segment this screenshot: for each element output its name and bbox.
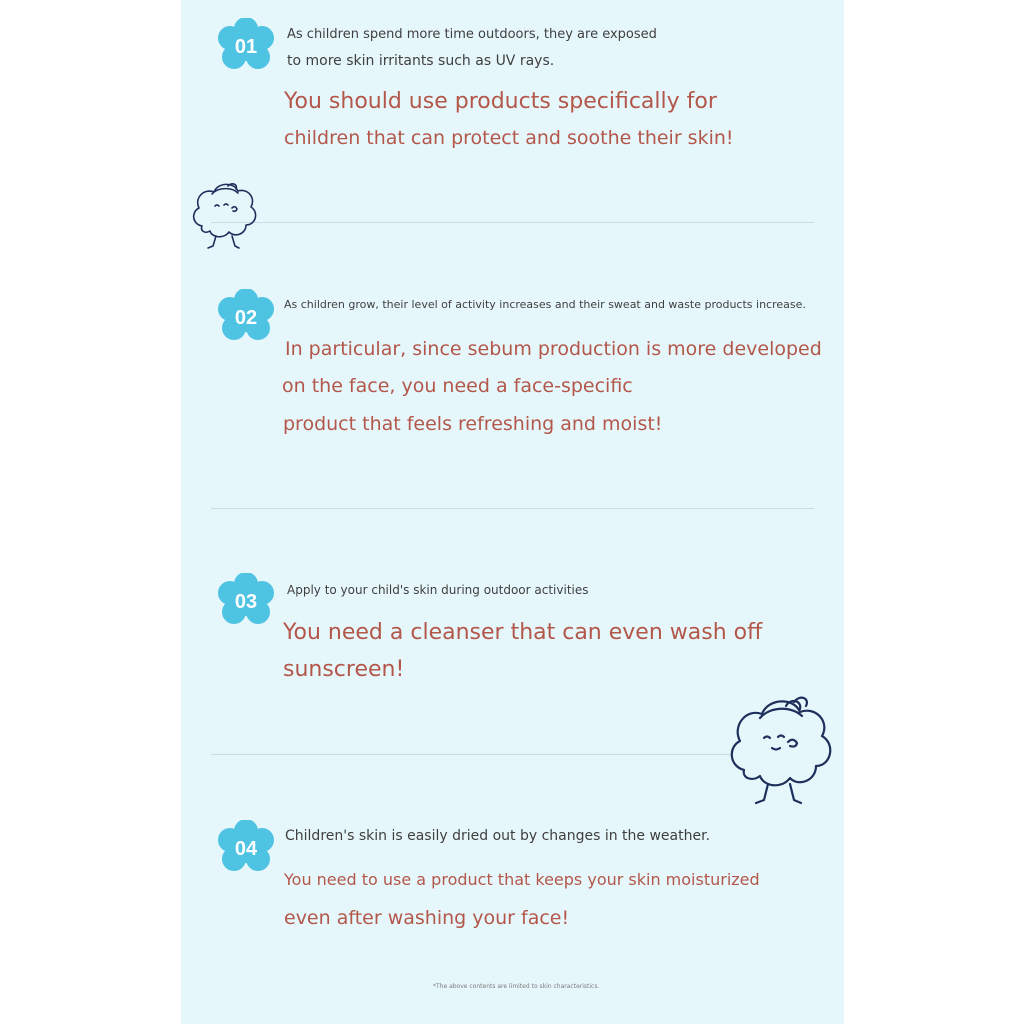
- flower-badge-icon: [218, 289, 274, 345]
- section-1-intro-line-1: As children spend more time outdoors, they are exposed: [287, 27, 657, 42]
- section-1-main-line-2: children that can protect and soothe their skin!: [284, 127, 734, 149]
- section-4-main-line-1: You need to use a product that keeps your skin moisturized: [284, 870, 760, 889]
- footnote: *The above contents are limited to skin characteristics.: [433, 983, 600, 990]
- badge-number: 02: [234, 307, 258, 329]
- flower-badge-icon: [218, 820, 274, 876]
- section-1-main-line-1: You should use products specifically for: [284, 89, 717, 114]
- section-1-intro-line-2: to more skin irritants such as UV rays.: [287, 53, 555, 69]
- flower-badge-icon: [218, 573, 274, 629]
- section-divider: [211, 222, 814, 223]
- cloud-mascot-icon: [188, 178, 260, 256]
- badge-number: 04: [234, 838, 258, 860]
- flower-badge-icon: [218, 18, 274, 74]
- section-2-main-line-1: In particular, since sebum production is more developed: [285, 338, 822, 360]
- section-2-intro-line-1: As children grow, their level of activity increases and their sweat and waste products increase.: [284, 298, 806, 311]
- section-2-main-line-2: on the face, you need a face-specific: [282, 375, 633, 397]
- section-3-main-line-1: You need a cleanser that can even wash off: [283, 620, 763, 645]
- badge-number: 01: [234, 36, 258, 58]
- section-divider: [211, 754, 731, 755]
- badge-number: 03: [234, 591, 258, 613]
- section-4-intro-line-1: Children's skin is easily dried out by changes in the weather.: [285, 828, 711, 844]
- section-3-main-line-2: sunscreen!: [283, 657, 405, 682]
- section-4-main-line-2: even after washing your face!: [284, 907, 570, 929]
- section-2-main-line-3: product that feels refreshing and moist!: [283, 413, 663, 435]
- section-3-intro-line-1: Apply to your child's skin during outdoor activities: [287, 583, 589, 597]
- cloud-mascot-icon: [724, 692, 842, 816]
- section-divider: [211, 508, 814, 509]
